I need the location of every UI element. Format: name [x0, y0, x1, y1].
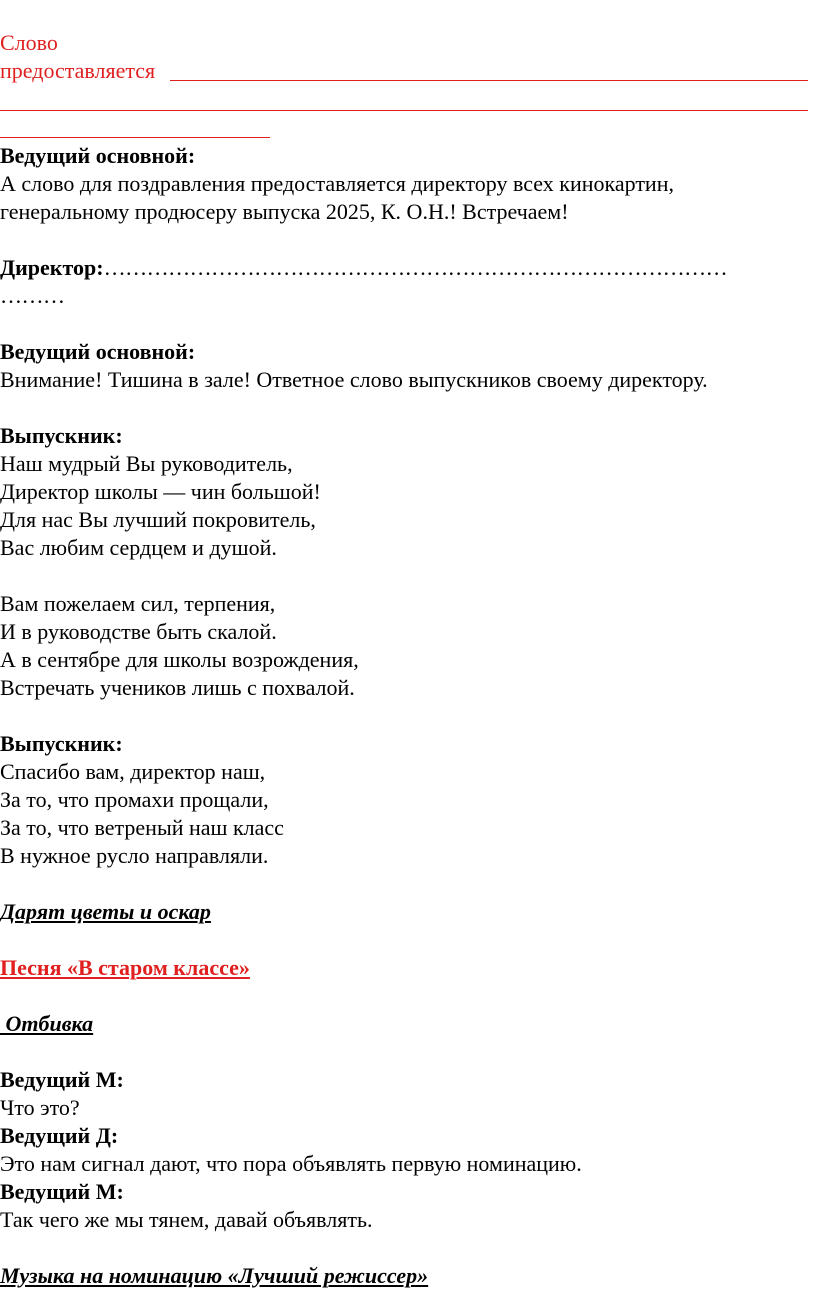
speaker-label: Ведущий основной:	[0, 339, 196, 364]
poem-line: Наш мудрый Вы руководитель,	[0, 451, 293, 476]
speaker-label: Директор:	[0, 255, 104, 280]
speech-line: Внимание! Тишина в зале! Ответное слово выпускников своему директору.	[0, 367, 708, 392]
speaker-label: Выпускник:	[0, 423, 123, 448]
poem-line: Директор школы — чин большой!	[0, 479, 321, 504]
speaker-label: Ведущий М:	[0, 1179, 124, 1204]
stage-direction: Отбивка	[0, 1011, 94, 1036]
poem-line: Вас любим сердцем и душой.	[0, 535, 277, 560]
blank-underline-2	[0, 110, 808, 111]
poem-line: Встречать учеников лишь с похвалой.	[0, 675, 355, 700]
blank-dots: ……………………………………………………………………………	[103, 255, 728, 280]
director-line	[0, 254, 727, 282]
speech-line: генеральному продюсеру выпуска 2025, К. О.Н.! Встречаем!	[0, 199, 569, 224]
stage-direction-song: Песня «В старом классе»	[0, 955, 250, 980]
poem-line: Для нас Вы лучший покровитель,	[0, 507, 316, 532]
poem-line: Спасибо вам, директор наш,	[0, 759, 266, 784]
poem-line: В нужное русло направляли.	[0, 843, 269, 868]
speaker-label: Ведущий Д:	[0, 1123, 119, 1148]
speech-line: Это нам сигнал дают, что пора объявлять первую номинацию.	[0, 1151, 582, 1176]
speech-line: Так чего же мы тянем, давай объявлять.	[0, 1207, 373, 1232]
blank-underline-1	[170, 80, 808, 81]
speech-line: А слово для поздравления предоставляется директору всех кинокартин,	[0, 171, 674, 196]
poem-line: За то, что промахи прощали,	[0, 787, 269, 812]
speaker-label: Выпускник:	[0, 731, 123, 756]
poem-line: Вам пожелаем сил, терпения,	[0, 591, 276, 616]
blank-dots: ………	[0, 283, 65, 308]
header-word-given-line2: предоставляется	[0, 58, 156, 83]
speaker-label: Ведущий М:	[0, 1067, 124, 1092]
stage-direction: Дарят цветы и оскар	[0, 899, 211, 924]
poem-line: И в руководстве быть скалой.	[0, 619, 277, 644]
speech-line: Что это?	[0, 1095, 80, 1120]
speaker-label: Ведущий основной:	[0, 143, 196, 168]
poem-line: А в сентябре для школы возрождения,	[0, 647, 359, 672]
header-word-given-line1: Слово	[0, 30, 58, 55]
blank-underline-3	[0, 137, 270, 138]
poem-line: За то, что ветреный наш класс	[0, 815, 284, 840]
stage-direction: Музыка на номинацию «Лучший режиссер»	[0, 1263, 429, 1288]
